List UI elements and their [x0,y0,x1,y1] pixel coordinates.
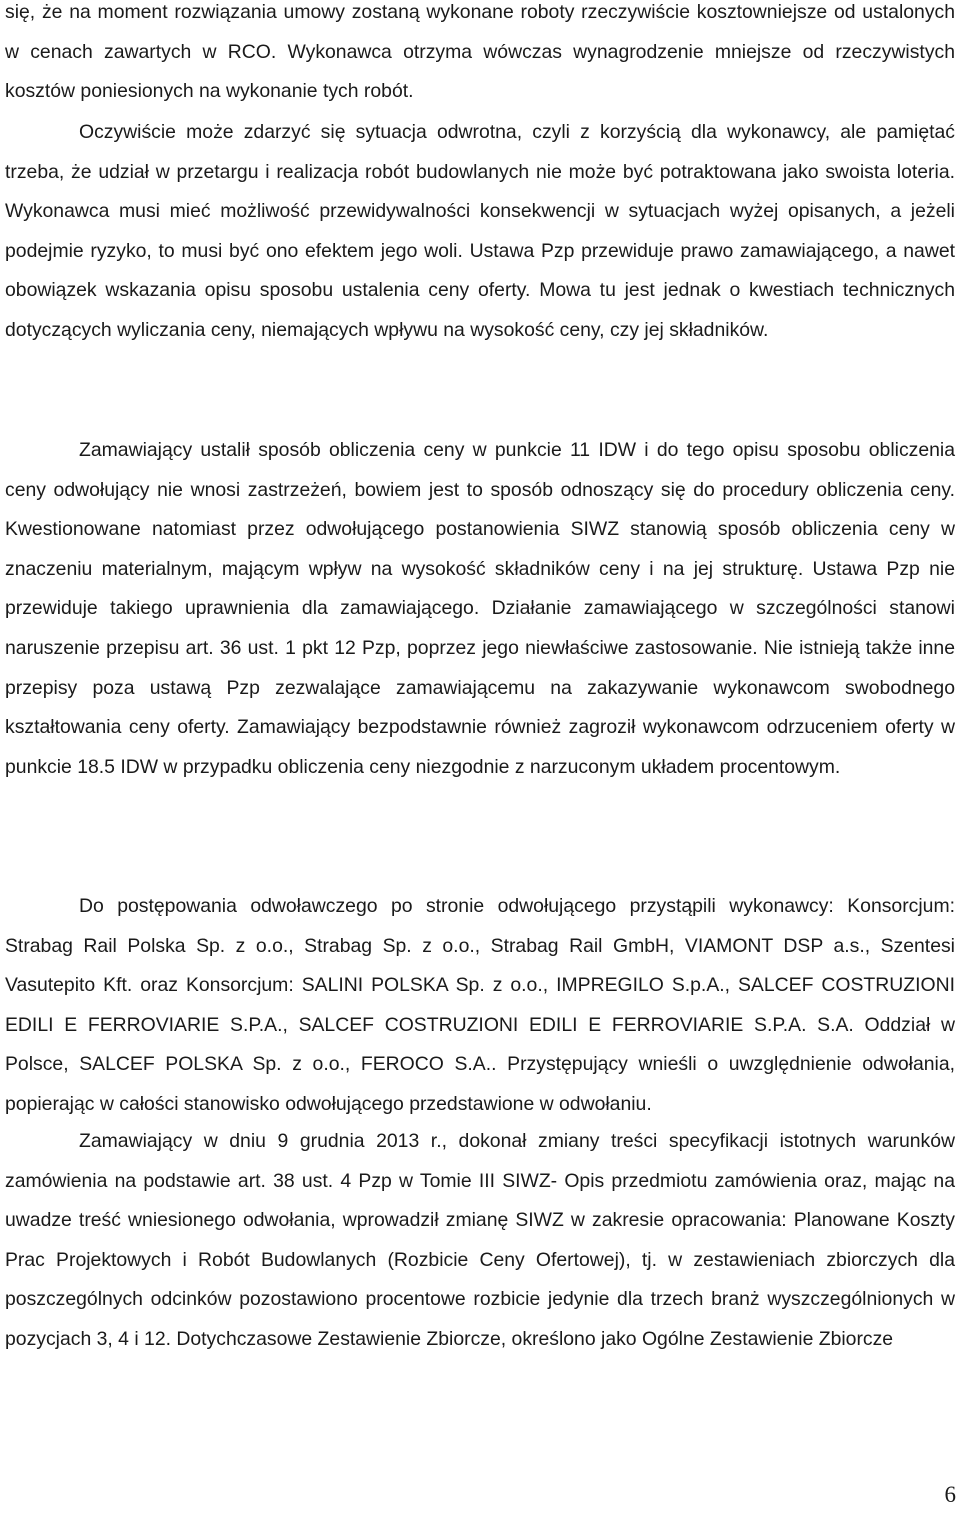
paragraph-price-calculation: Zamawiający ustalił sposób obliczenia ceny w punkcie 11 IDW i do tego opisu sposobu obliczenia ceny odwołujący nie wnosi zastrzeżeń, bowiem jest to sposób odnoszący się do procedury obliczenia ceny. Kwestionowane natomiast przez odwołującego postanowienia SIWZ stanowią sposób obliczenia ceny w znaczeniu materialnym, mającym wpływ na wysokość składników ceny i na jej strukturę. Ustawa Pzp nie przewiduje takiego uprawnienia dla zamawiającego. Działanie zamawiającego w szczególności stanowi naruszenie przepisu art. 36 ust. 1 pkt 12 Pzp, poprzez jego niewłaściwe zastosowanie. Nie istnieją także inne przepisy poza ustawą Pzp zezwalające zamawiającemu na zakazywanie wykonawcom swobodnego kształtowania ceny oferty. Zamawiający bezpodstawnie również zagroził wykonawcom odrzuceniem oferty w punkcie 18.5 IDW w przypadku obliczenia ceny niezgodnie z narzuconym układem procentowym. [5,439,955,778]
paragraph-contractor-risk: Oczywiście może zdarzyć się sytuacja odwrotna, czyli z korzyścią dla wykonawcy, ale pamiętać trzeba, że udział w przetargu i realizacja robót budowlanych nie może być potraktowana jako swoista loteria. Wykonawca musi mieć możliwość przewidywalności konsekwencji w sytuacjach wyżej opisanych, a jeżeli podejmie ryzyko, to musi być ono efektem jego woli. Ustawa Pzp przewiduje prawo zamawiającego, a nawet obowiązek wskazania opisu sposobu ustalenia ceny oferty. Mowa tu jest jednak o kwestiach technicznych dotyczących wyliczania ceny, niemających wpływu na wysokość ceny, czy jej składników. [5,121,955,341]
paragraph-contract-termination-costs: się, że na moment rozwiązania umowy zostaną wykonane roboty rzeczywiście kosztowniejsze od ustalonych w cenach zawartych w RCO. Wykonawca otrzyma wówczas wynagrodzenie mniejsze od rzeczywistych kosztów poniesionych na wykonanie tych robót. [5,1,955,103]
page-number: 6 [944,1482,956,1507]
paragraph-siwz-change: Zamawiający w dniu 9 grudnia 2013 r., dokonał zmiany treści specyfikacji istotnych warunków zamówienia na podstawie art. 38 ust. 4 Pzp w Tomie III SIWZ- Opis przedmiotu zamówienia oraz, mając na uwadze treść wniesionego odwołania, wprowadził zmianę SIWZ w zakresie opracowania: Planowane Koszty Prac Projektowych i Robót Budowlanych (Rozbicie Ceny Ofertowej), tj. w zestawieniach zbiorczych dla poszczególnych odcinków pozostawiono procentowe rozbicie jedynie dla trzech branż wyszczególnionych w pozycjach 3, 4 i 12. Dotychczasowe Zestawienie Zbiorcze, określono jako Ogólne Zestawienie Zbiorcze [5,1130,955,1350]
paragraph-joining-contractors: Do postępowania odwoławczego po stronie odwołującego przystąpili wykonawcy: Konsorcjum: Strabag Rail Polska Sp. z o.o., Strabag Sp. z o.o., Strabag Rail GmbH, VIAMONT DSP a.s., Szentesi Vasutepito Kft. oraz Konsorcjum: SALINI POLSKA Sp. z o.o., IMPREGILO S.p.A., SALCEF COSTRUZIONI EDILI E FERROVIARIE S.P.A., SALCEF COSTRUZIONI EDILI E FERROVIARIE S.P.A. S.A. Oddział w Polsce, SALCEF POLSKA Sp. z o.o., FEROCO S.A.. Przystępujący wnieśli o uwzględnienie odwołania, popierając w całości stanowisko odwołującego przedstawione w odwołaniu. [5,895,955,1115]
